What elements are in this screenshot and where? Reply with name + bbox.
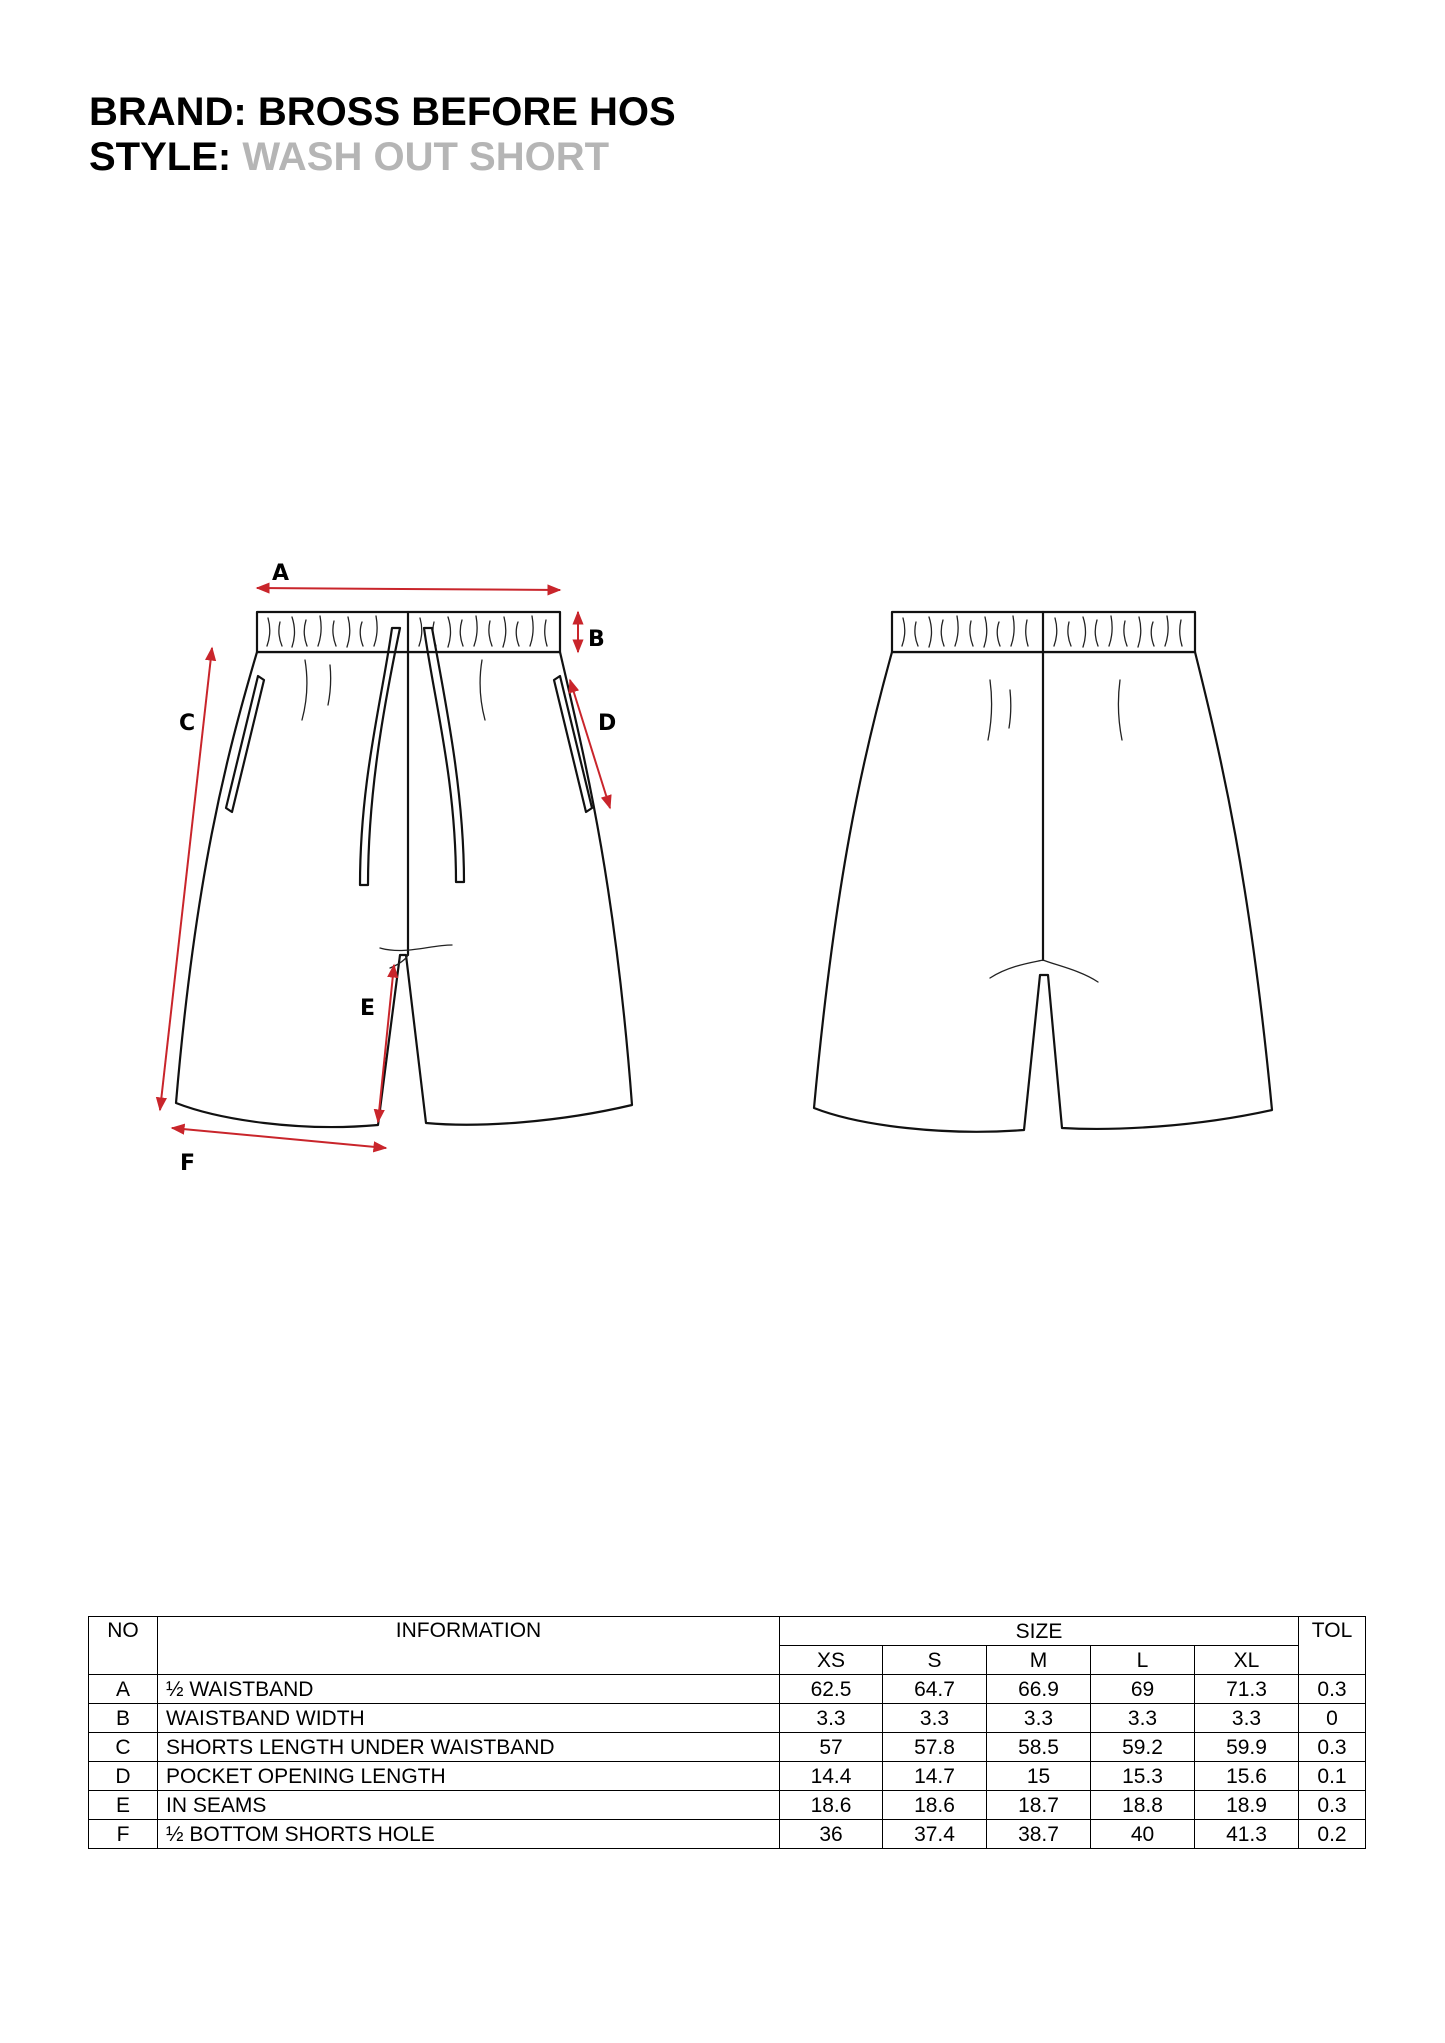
row-size-value: 14.7 [883, 1762, 987, 1791]
row-size-value: 37.4 [883, 1820, 987, 1849]
row-size-value: 57 [780, 1733, 883, 1762]
row-information: ½ WAISTBAND [158, 1675, 780, 1704]
dimension-a-waist [257, 588, 560, 590]
row-size-value: 18.6 [780, 1791, 883, 1820]
header-information: INFORMATION [158, 1617, 780, 1675]
row-size-value: 15.6 [1195, 1762, 1299, 1791]
table-row [89, 1762, 1366, 1791]
row-no: F [89, 1820, 158, 1849]
row-no: A [89, 1675, 158, 1704]
header-size: SIZE [780, 1617, 1299, 1646]
row-size-value: 64.7 [883, 1675, 987, 1704]
row-size-value: 3.3 [987, 1704, 1091, 1733]
brand-name: BROSS BEFORE HOS [257, 90, 676, 134]
label-b: B [588, 627, 605, 652]
table-row [89, 1733, 1366, 1762]
row-size-value: 15 [987, 1762, 1091, 1791]
row-size-value: 69 [1091, 1675, 1195, 1704]
row-size-value: 15.3 [1091, 1762, 1195, 1791]
row-tolerance: 0.3 [1299, 1675, 1366, 1704]
row-size-value: 58.5 [987, 1733, 1091, 1762]
row-size-value: 40 [1091, 1820, 1195, 1849]
row-size-value: 71.3 [1195, 1675, 1299, 1704]
row-size-value: 3.3 [1091, 1704, 1195, 1733]
spec-rows [89, 1675, 1366, 1849]
row-size-value: 38.7 [987, 1820, 1091, 1849]
row-size-value: 18.7 [987, 1791, 1091, 1820]
front-shorts-drawing [176, 612, 632, 1127]
row-no: B [89, 1704, 158, 1733]
row-size-value: 57.8 [883, 1733, 987, 1762]
row-size-value: 3.3 [1195, 1704, 1299, 1733]
label-c: C [179, 711, 196, 736]
measurement-spec-table [88, 1616, 1366, 1849]
row-size-value: 14.4 [780, 1762, 883, 1791]
row-tolerance: 0 [1299, 1704, 1366, 1733]
row-information: ½ BOTTOM SHORTS HOLE [158, 1820, 780, 1849]
row-size-value: 66.9 [987, 1675, 1091, 1704]
table-row [89, 1791, 1366, 1820]
row-tolerance: 0.3 [1299, 1791, 1366, 1820]
label-e: E [360, 996, 376, 1021]
row-information: WAISTBAND WIDTH [158, 1704, 780, 1733]
brand-label: BRAND: [89, 90, 247, 134]
row-size-value: 36 [780, 1820, 883, 1849]
size-m: M [987, 1646, 1091, 1675]
row-tolerance: 0.1 [1299, 1762, 1366, 1791]
row-no: C [89, 1733, 158, 1762]
header-no: NO [89, 1617, 158, 1675]
size-s: S [883, 1646, 987, 1675]
table-row [89, 1820, 1366, 1849]
header-tol: TOL [1299, 1617, 1366, 1675]
row-no: E [89, 1791, 158, 1820]
spec-header-row [89, 1617, 1366, 1646]
table-row [89, 1704, 1366, 1733]
style-name: WASH OUT SHORT [242, 135, 610, 179]
label-d: D [598, 711, 617, 736]
size-xl: XL [1195, 1646, 1299, 1675]
row-size-value: 41.3 [1195, 1820, 1299, 1849]
row-size-value: 59.9 [1195, 1733, 1299, 1762]
row-tolerance: 0.2 [1299, 1820, 1366, 1849]
size-l: L [1091, 1646, 1195, 1675]
row-size-value: 62.5 [780, 1675, 883, 1704]
row-size-value: 59.2 [1091, 1733, 1195, 1762]
row-information: POCKET OPENING LENGTH [158, 1762, 780, 1791]
row-size-value: 18.6 [883, 1791, 987, 1820]
back-shorts-drawing [814, 612, 1272, 1132]
table-row [89, 1675, 1366, 1704]
row-information: IN SEAMS [158, 1791, 780, 1820]
size-xs: XS [780, 1646, 883, 1675]
row-no: D [89, 1762, 158, 1791]
row-size-value: 3.3 [780, 1704, 883, 1733]
row-size-value: 18.8 [1091, 1791, 1195, 1820]
style-label: STYLE: [89, 135, 232, 179]
row-size-value: 18.9 [1195, 1791, 1299, 1820]
label-f: F [180, 1151, 196, 1176]
row-size-value: 3.3 [883, 1704, 987, 1733]
row-information: SHORTS LENGTH UNDER WAISTBAND [158, 1733, 780, 1762]
label-a: A [272, 561, 290, 586]
row-tolerance: 0.3 [1299, 1733, 1366, 1762]
dimension-f-hem [172, 1128, 386, 1148]
